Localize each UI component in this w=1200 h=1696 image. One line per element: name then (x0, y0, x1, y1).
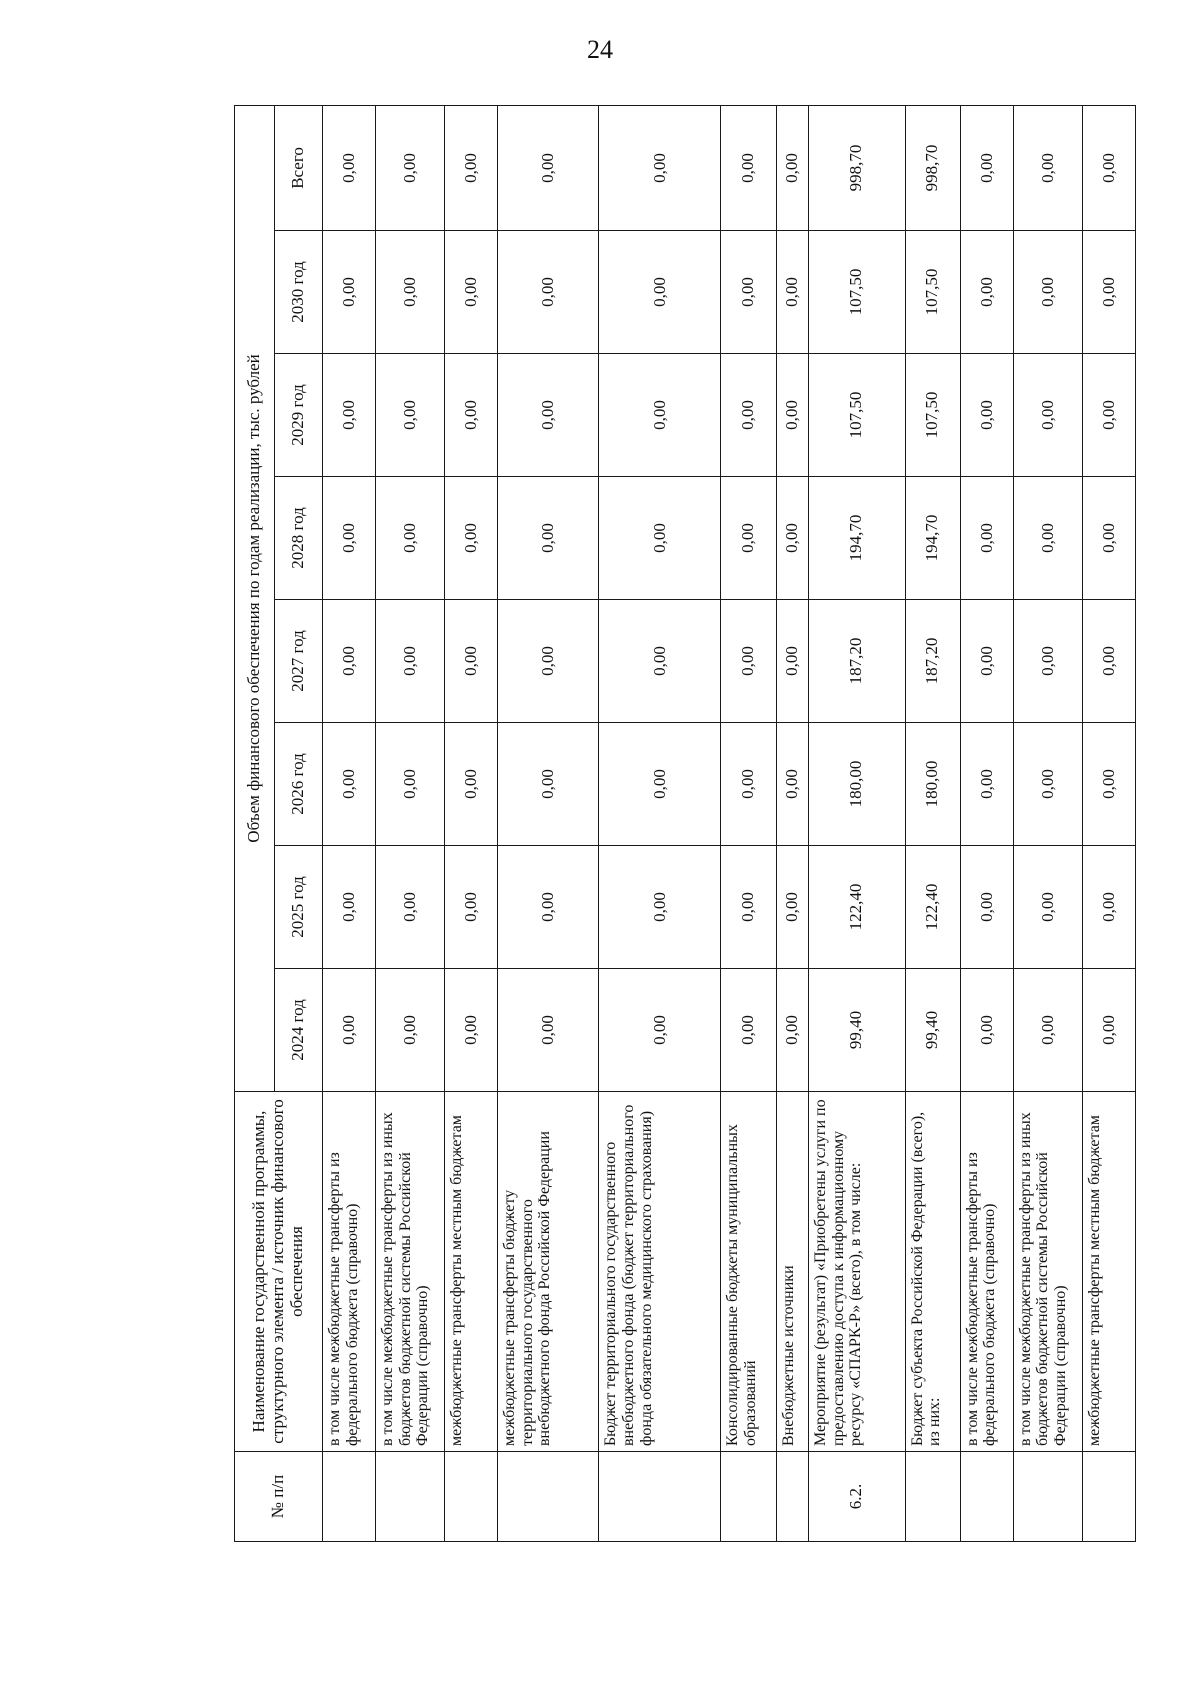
table-row (445, 105, 498, 1541)
page-number: 24 (587, 35, 613, 64)
year-value-cell: 0,00 (498, 231, 599, 354)
row-number-cell (323, 1452, 376, 1542)
year-value-cell: 0,00 (1082, 600, 1135, 723)
year-value-cell: 0,00 (721, 600, 776, 723)
year-value-cell: 0,00 (776, 969, 808, 1092)
year-value-cell: 107,50 (905, 231, 960, 354)
year-value-cell: 0,00 (776, 600, 808, 723)
year-value-cell: 0,00 (323, 600, 376, 723)
year-value-cell: 0,00 (445, 846, 498, 969)
table-row (905, 105, 960, 1541)
year-value-cell: 0,00 (599, 477, 721, 600)
table-body (323, 105, 1136, 1541)
year-value-cell: 0,00 (498, 354, 599, 477)
year-value-cell: 122,40 (905, 846, 960, 969)
year-value-cell: 0,00 (599, 600, 721, 723)
year-value-cell: 0,00 (1013, 231, 1082, 354)
year-value-cell: 107,50 (808, 354, 905, 477)
total-value-cell: 0,00 (721, 105, 776, 230)
header-financing-volume: Объем финансового обеспечения по годам реализации, тыс. рублей (235, 105, 275, 1091)
table-row (776, 105, 808, 1541)
table-row (721, 105, 776, 1541)
header-year: 2028 год (275, 477, 323, 600)
total-value-cell: 0,00 (599, 105, 721, 230)
table-row (323, 105, 376, 1541)
year-value-cell: 0,00 (1082, 969, 1135, 1092)
year-value-cell: 0,00 (960, 600, 1013, 723)
year-value-cell: 0,00 (599, 969, 721, 1092)
header-year: 2026 год (275, 723, 323, 846)
year-value-cell: 0,00 (1013, 969, 1082, 1092)
year-value-cell: 107,50 (808, 231, 905, 354)
year-value-cell: 0,00 (498, 477, 599, 600)
year-value-cell: 0,00 (721, 723, 776, 846)
year-value-cell: 0,00 (721, 231, 776, 354)
year-value-cell: 0,00 (375, 600, 444, 723)
year-value-cell: 194,70 (808, 477, 905, 600)
year-value-cell: 0,00 (323, 354, 376, 477)
year-value-cell: 0,00 (1013, 846, 1082, 969)
year-value-cell: 0,00 (445, 354, 498, 477)
year-value-cell: 0,00 (721, 969, 776, 1092)
table-row (375, 105, 444, 1541)
year-value-cell: 0,00 (498, 723, 599, 846)
year-value-cell: 0,00 (445, 477, 498, 600)
year-value-cell: 107,50 (905, 354, 960, 477)
year-value-cell: 0,00 (1082, 477, 1135, 600)
year-value-cell: 0,00 (498, 600, 599, 723)
table-row (808, 105, 905, 1541)
year-value-cell: 187,20 (808, 600, 905, 723)
total-value-cell: 0,00 (375, 105, 444, 230)
row-number-cell (498, 1452, 599, 1542)
total-value-cell: 0,00 (960, 105, 1013, 230)
year-value-cell: 0,00 (1013, 723, 1082, 846)
year-value-cell: 180,00 (808, 723, 905, 846)
header-year: 2027 год (275, 600, 323, 723)
year-value-cell: 0,00 (445, 723, 498, 846)
year-value-cell: 0,00 (960, 354, 1013, 477)
year-value-cell: 0,00 (776, 846, 808, 969)
year-value-cell: 99,40 (905, 969, 960, 1092)
year-value-cell: 0,00 (1082, 231, 1135, 354)
year-value-cell: 0,00 (323, 477, 376, 600)
header-program-name: Наименование государственной программы, структурного элемента / источник финансового обеспечения (235, 1092, 323, 1452)
total-value-cell: 0,00 (776, 105, 808, 230)
year-value-cell: 0,00 (599, 723, 721, 846)
year-value-cell: 122,40 (808, 846, 905, 969)
header-year: 2029 год (275, 354, 323, 477)
header-total: Всего (275, 105, 323, 230)
row-number-cell (1082, 1452, 1135, 1542)
year-value-cell: 0,00 (323, 846, 376, 969)
year-value-cell: 0,00 (1082, 723, 1135, 846)
year-value-cell: 0,00 (1082, 354, 1135, 477)
year-value-cell: 0,00 (498, 969, 599, 1092)
row-name-cell: межбюджетные трансферты местным бюджетам (1082, 1092, 1135, 1452)
row-name-cell: в том числе межбюджетные трансферты из иных бюджетов бюджетной системы Российской Федерации (справочно) (1013, 1092, 1082, 1452)
row-name-cell: Консолидированные бюджеты муниципальных образований (721, 1092, 776, 1452)
year-value-cell: 0,00 (721, 846, 776, 969)
row-number-cell (599, 1452, 721, 1542)
year-value-cell: 0,00 (960, 723, 1013, 846)
year-value-cell: 0,00 (445, 969, 498, 1092)
year-value-cell: 180,00 (905, 723, 960, 846)
year-value-cell: 0,00 (960, 969, 1013, 1092)
total-value-cell: 0,00 (1013, 105, 1082, 230)
row-name-cell: Бюджет территориального государственного внебюджетного фонда (бюджет территориального фонда обязательного медицинского страхования) (599, 1092, 721, 1452)
row-name-cell: межбюджетные трансферты местным бюджетам (445, 1092, 498, 1452)
row-name-cell: Мероприятие (результат) «Приобретены услуги по предоставлению доступа к информационному ресурсу «СПАРК-Р» (всего), в том числе: (808, 1092, 905, 1452)
total-value-cell: 0,00 (498, 105, 599, 230)
year-value-cell: 0,00 (721, 477, 776, 600)
year-value-cell: 0,00 (1013, 354, 1082, 477)
row-number-cell (776, 1452, 808, 1542)
year-value-cell: 0,00 (375, 723, 444, 846)
table-row (960, 105, 1013, 1541)
header-year: 2030 год (275, 231, 323, 354)
year-value-cell: 0,00 (375, 846, 444, 969)
financing-table (234, 105, 1136, 1542)
year-value-cell: 187,20 (905, 600, 960, 723)
total-value-cell: 0,00 (1082, 105, 1135, 230)
row-name-cell: Бюджет субъекта Российской Федерации (всего), из них: (905, 1092, 960, 1452)
table-header (235, 105, 323, 1541)
year-value-cell: 194,70 (905, 477, 960, 600)
year-value-cell: 0,00 (599, 354, 721, 477)
year-value-cell: 0,00 (1082, 846, 1135, 969)
year-value-cell: 0,00 (1013, 477, 1082, 600)
row-name-cell: в том числе межбюджетные трансферты из федерального бюджета (справочно) (323, 1092, 376, 1452)
header-year: 2025 год (275, 846, 323, 969)
total-value-cell: 0,00 (445, 105, 498, 230)
row-number-cell (1013, 1452, 1082, 1542)
year-value-cell: 0,00 (599, 846, 721, 969)
year-value-cell: 0,00 (721, 354, 776, 477)
year-value-cell: 0,00 (1013, 600, 1082, 723)
row-number-cell (445, 1452, 498, 1542)
year-value-cell: 0,00 (776, 723, 808, 846)
year-value-cell: 0,00 (960, 477, 1013, 600)
year-value-cell: 0,00 (323, 723, 376, 846)
total-value-cell: 998,70 (905, 105, 960, 230)
table-row (1013, 105, 1082, 1541)
row-name-cell: Внебюджетные источники (776, 1092, 808, 1452)
year-value-cell: 0,00 (445, 600, 498, 723)
table-row (599, 105, 721, 1541)
year-value-cell: 0,00 (599, 231, 721, 354)
row-name-cell: в том числе межбюджетные трансферты из федерального бюджета (справочно) (960, 1092, 1013, 1452)
year-value-cell: 99,40 (808, 969, 905, 1092)
year-value-cell: 0,00 (375, 477, 444, 600)
financing-table-container (234, 106, 1136, 1542)
year-value-cell: 0,00 (776, 354, 808, 477)
table-row (1082, 105, 1135, 1541)
header-row-number: № п/п (235, 1452, 323, 1542)
row-number-cell (905, 1452, 960, 1542)
total-value-cell: 998,70 (808, 105, 905, 230)
year-value-cell: 0,00 (776, 231, 808, 354)
year-value-cell: 0,00 (375, 969, 444, 1092)
row-name-cell: межбюджетные трансферты бюджету территориального государственного внебюджетного фонда Российской Федерации (498, 1092, 599, 1452)
year-value-cell: 0,00 (445, 231, 498, 354)
year-value-cell: 0,00 (375, 231, 444, 354)
year-value-cell: 0,00 (498, 846, 599, 969)
year-value-cell: 0,00 (323, 231, 376, 354)
year-value-cell: 0,00 (323, 969, 376, 1092)
row-number-cell (721, 1452, 776, 1542)
year-value-cell: 0,00 (960, 231, 1013, 354)
total-value-cell: 0,00 (323, 105, 376, 230)
header-year: 2024 год (275, 969, 323, 1092)
year-value-cell: 0,00 (776, 477, 808, 600)
year-value-cell: 0,00 (375, 354, 444, 477)
year-value-cell: 0,00 (960, 846, 1013, 969)
row-number-cell: 6.2. (808, 1452, 905, 1542)
row-number-cell (375, 1452, 444, 1542)
row-name-cell: в том числе межбюджетные трансферты из иных бюджетов бюджетной системы Российской Федерации (справочно) (375, 1092, 444, 1452)
row-number-cell (960, 1452, 1013, 1542)
table-row (498, 105, 599, 1541)
